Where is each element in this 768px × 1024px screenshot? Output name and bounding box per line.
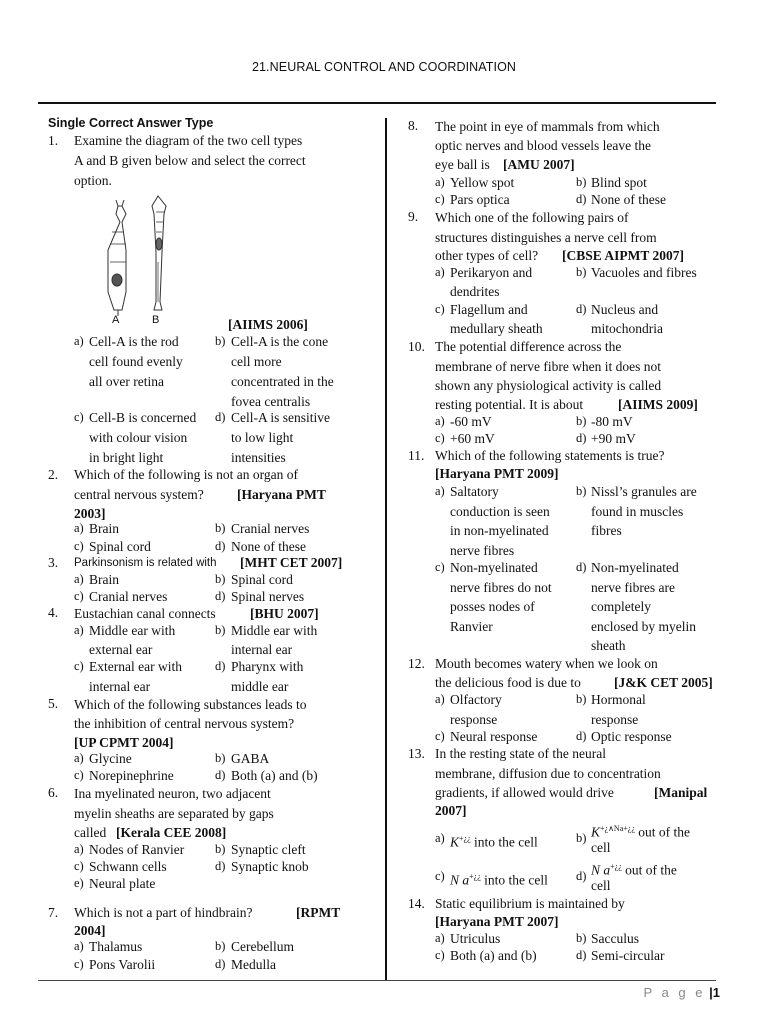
option-label: a) xyxy=(435,931,445,945)
option-label: c) xyxy=(435,560,445,574)
option-c: in bright light xyxy=(89,450,164,465)
option-a: Saltatory xyxy=(450,484,499,499)
question-number: 12. xyxy=(408,656,425,671)
question-number: 4. xyxy=(48,605,59,620)
option-a: cell found evenly xyxy=(89,354,183,369)
option-b: Cell-A is the cone xyxy=(231,334,329,349)
page-footer xyxy=(644,985,720,1000)
option-label: b) xyxy=(215,939,226,953)
option-d: intensities xyxy=(231,450,286,465)
option-label: d) xyxy=(576,560,587,574)
option-b: Sacculus xyxy=(591,931,639,946)
diagram-label-b: B xyxy=(152,314,160,326)
question-text: gradients, if allowed would drive xyxy=(435,785,614,800)
question-number: 9. xyxy=(408,209,419,224)
option-label: d) xyxy=(576,729,587,743)
option-a: Olfactory xyxy=(450,692,502,707)
question-text: membrane, diffusion due to concentration xyxy=(435,766,661,781)
section-heading: Single Correct Answer Type xyxy=(48,116,214,130)
option-label: b) xyxy=(215,572,226,586)
exam-tag: [AMU 2007] xyxy=(503,157,575,172)
rod-cone-diagram xyxy=(96,192,186,322)
option-b: Spinal cord xyxy=(231,572,293,587)
question-text: Which of the following substances leads to xyxy=(74,697,307,712)
option-d: nerve fibres are xyxy=(591,580,675,595)
option-label: a) xyxy=(74,842,84,856)
option-label: d) xyxy=(576,192,587,206)
option-a: external ear xyxy=(89,642,153,657)
option-label: b) xyxy=(576,414,587,428)
option-d: +90 mV xyxy=(591,431,636,446)
option-a: Yellow spot xyxy=(450,175,515,190)
option-a: Nodes of Ranvier xyxy=(89,842,185,857)
option-c: Neural response xyxy=(450,729,538,744)
option-b: Vacuoles and fibres xyxy=(591,265,697,280)
question-text: Which one of the following pairs of xyxy=(435,210,629,225)
exam-tag: [CBSE AIPMT 2007] xyxy=(562,248,685,263)
option-label: c) xyxy=(435,729,445,743)
question-text: resting potential. It is about xyxy=(435,397,584,412)
option-a: all over retina xyxy=(89,374,164,389)
question-text: Mouth becomes watery when we look on xyxy=(435,656,658,671)
option-b: fibres xyxy=(591,523,622,538)
option-label: a) xyxy=(74,939,84,953)
option-c: internal ear xyxy=(89,679,151,694)
option-e: Neural plate xyxy=(89,876,156,891)
question-number: 3. xyxy=(48,555,59,570)
question-text: A and B given below and select the correct xyxy=(74,153,306,168)
option-label: a) xyxy=(435,414,445,428)
exam-tag: [BHU 2007] xyxy=(250,606,319,621)
option-label: c) xyxy=(74,659,84,673)
option-label: a) xyxy=(74,751,84,765)
option-a: Perikaryon and xyxy=(450,265,533,280)
option-label: d) xyxy=(215,589,226,603)
option-label: a) xyxy=(435,831,445,845)
option-d: Non-myelinated xyxy=(591,560,679,575)
option-label: b) xyxy=(576,692,587,706)
question-text: other types of cell? xyxy=(435,248,539,263)
question-number: 7. xyxy=(48,905,59,920)
option-b: cell xyxy=(591,840,611,855)
option-c: Pons Varolii xyxy=(89,957,156,972)
question-text: the inhibition of central nervous system? xyxy=(74,716,295,731)
option-c: Norepinephrine xyxy=(89,768,174,783)
option-label: c) xyxy=(435,192,445,206)
option-label: c) xyxy=(435,869,445,883)
option-label: b) xyxy=(576,831,587,845)
option-label: c) xyxy=(435,302,445,316)
option-b: Middle ear with xyxy=(231,623,318,638)
option-c: with colour vision xyxy=(89,430,188,445)
option-label: c) xyxy=(74,859,84,873)
question-text: Which of the following statements is true? xyxy=(435,448,665,463)
option-b: cell more xyxy=(231,354,282,369)
option-d: to low light xyxy=(231,430,294,445)
option-a: conduction is seen xyxy=(450,504,550,519)
option-a: Thalamus xyxy=(89,939,143,954)
option-d: None of these xyxy=(231,539,306,554)
option-d: Cell-A is sensitive xyxy=(231,410,330,425)
option-label: c) xyxy=(74,589,84,603)
option-c: nerve fibres do not xyxy=(450,580,552,595)
option-a: Glycine xyxy=(89,751,132,766)
option-label: d) xyxy=(215,859,226,873)
option-d: Optic response xyxy=(591,729,672,744)
page-number: 1 xyxy=(712,985,720,1000)
option-d: mitochondria xyxy=(591,321,663,336)
question-text: membrane of nerve fibre when it does not xyxy=(435,359,662,374)
exam-tag: [AIIMS 2009] xyxy=(618,397,698,412)
option-d: sheath xyxy=(591,638,626,653)
option-d: N a+¿¿ out of the xyxy=(591,862,677,878)
question-number: 2. xyxy=(48,467,59,482)
option-c: posses nodes of xyxy=(450,599,535,614)
question-text: The potential difference across the xyxy=(435,339,622,354)
option-d: Synaptic knob xyxy=(231,859,309,874)
option-label: b) xyxy=(215,842,226,856)
option-b: found in muscles xyxy=(591,504,684,519)
option-d: Medulla xyxy=(231,957,276,972)
option-label: b) xyxy=(215,623,226,637)
option-d: Nucleus and xyxy=(591,302,659,317)
option-label: b) xyxy=(215,334,226,348)
option-label: a) xyxy=(74,623,84,637)
option-label: c) xyxy=(74,539,84,553)
option-c: +60 mV xyxy=(450,431,495,446)
option-label: c) xyxy=(435,431,445,445)
exam-tag: [Haryana PMT xyxy=(237,487,326,502)
option-label: b) xyxy=(215,521,226,535)
question-text: the delicious food is due to xyxy=(435,675,581,690)
option-label: d) xyxy=(215,539,226,553)
option-label: e) xyxy=(74,876,84,890)
option-d: Pharynx with xyxy=(231,659,304,674)
exam-tag: [MHT CET 2007] xyxy=(240,555,343,570)
option-c: Ranvier xyxy=(450,619,493,634)
option-label: b) xyxy=(576,175,587,189)
footer-rule xyxy=(38,980,716,981)
column-divider xyxy=(385,118,387,980)
option-b: GABA xyxy=(231,751,270,766)
option-a: Cell-A is the rod xyxy=(89,334,179,349)
diagram-label-a: A xyxy=(112,314,120,326)
exam-tag: [UP CPMT 2004] xyxy=(74,735,174,750)
option-c: Non-myelinated xyxy=(450,560,538,575)
option-b: concentrated in the xyxy=(231,374,334,389)
option-label: a) xyxy=(74,521,84,535)
option-a: dendrites xyxy=(450,284,500,299)
option-label: b) xyxy=(215,751,226,765)
option-b: Cranial nerves xyxy=(231,521,310,536)
option-d: Semi-circular xyxy=(591,948,665,963)
option-c: Spinal cord xyxy=(89,539,151,554)
option-a: K+¿¿ into the cell xyxy=(450,834,538,850)
option-label: b) xyxy=(576,484,587,498)
option-b: Blind spot xyxy=(591,175,647,190)
option-label: c) xyxy=(435,948,445,962)
question-text: Static equilibrium is maintained by xyxy=(435,896,625,911)
option-c: Schwann cells xyxy=(89,859,167,874)
question-text: Which is not a part of hindbrain? xyxy=(74,905,253,920)
option-label: a) xyxy=(435,692,445,706)
option-c: Cell-B is concerned xyxy=(89,410,197,425)
option-c: medullary sheath xyxy=(450,321,543,336)
option-b: $K^{+¿\wedge Na+¿¿}$ out of the xyxy=(591,824,690,840)
option-c: External ear with xyxy=(89,659,182,674)
question-number: 1. xyxy=(48,133,59,148)
option-b: Cerebellum xyxy=(231,939,294,954)
exam-tag: [J&K CET 2005] xyxy=(614,675,713,690)
exam-tag: [Haryana PMT 2009] xyxy=(435,466,559,481)
question-text: Eustachian canal connects xyxy=(74,606,216,621)
option-label: a) xyxy=(74,334,84,348)
option-c: Both (a) and (b) xyxy=(450,948,537,963)
exam-tag: [RPMT xyxy=(296,905,341,920)
question-text: optic nerves and blood vessels leave the xyxy=(435,138,651,153)
exam-tag: [AIIMS 2006] xyxy=(228,317,308,332)
option-label: c) xyxy=(74,768,84,782)
option-a: Middle ear with xyxy=(89,623,176,638)
option-c: Cranial nerves xyxy=(89,589,168,604)
option-label: d) xyxy=(215,659,226,673)
option-label: a) xyxy=(435,484,445,498)
option-d: Spinal nerves xyxy=(231,589,305,604)
question-text: In the resting state of the neural xyxy=(435,746,606,761)
question-number: 8. xyxy=(408,118,419,133)
option-label: a) xyxy=(435,175,445,189)
option-a: Brain xyxy=(89,572,119,587)
option-a: Brain xyxy=(89,521,119,536)
question-number: 13. xyxy=(408,746,425,761)
option-c: Flagellum and xyxy=(450,302,528,317)
option-d: cell xyxy=(591,878,611,893)
option-label: a) xyxy=(435,265,445,279)
option-label: d) xyxy=(576,302,587,316)
option-d: completely xyxy=(591,599,651,614)
option-c: N a+¿¿ into the cell xyxy=(450,872,548,888)
question-text: eye ball is xyxy=(435,157,490,172)
question-text: shown any physiological activity is called xyxy=(435,378,662,393)
question-text: Parkinsonism is related with xyxy=(74,557,217,569)
option-b: Hormonal xyxy=(591,692,646,707)
question-number: 11. xyxy=(408,448,425,463)
option-label: b) xyxy=(576,265,587,279)
option-a: nerve fibres xyxy=(450,543,515,558)
page-separator: | xyxy=(709,985,713,1000)
option-a: response xyxy=(450,712,498,727)
option-label: b) xyxy=(576,931,587,945)
option-b: Nissl’s granules are xyxy=(591,484,697,499)
option-label: d) xyxy=(576,869,587,883)
page-label: P a g e xyxy=(643,985,706,1000)
option-a: in non-myelinated xyxy=(450,523,549,538)
question-text: called xyxy=(74,825,107,840)
option-d: None of these xyxy=(591,192,666,207)
header-rule xyxy=(38,102,716,104)
question-number: 10. xyxy=(408,339,425,354)
option-label: a) xyxy=(74,572,84,586)
option-label: d) xyxy=(215,957,226,971)
option-d: Both (a) and (b) xyxy=(231,768,318,783)
option-b: Synaptic cleft xyxy=(231,842,306,857)
question-number: 6. xyxy=(48,785,59,800)
question-number: 5. xyxy=(48,696,59,711)
question-number: 14. xyxy=(408,896,425,911)
exam-tag: [Kerala CEE 2008] xyxy=(116,825,227,840)
exam-tag: [Manipal xyxy=(654,785,708,800)
option-c: Pars optica xyxy=(450,192,510,207)
exam-tag: 2007] xyxy=(435,803,467,818)
option-a: -60 mV xyxy=(450,414,492,429)
exam-tag: [Haryana PMT 2007] xyxy=(435,914,559,929)
question-text: myelin sheaths are separated by gaps xyxy=(74,806,274,821)
option-b: fovea centralis xyxy=(231,394,311,409)
question-text: Which of the following is not an organ of xyxy=(74,467,298,482)
question-text: Examine the diagram of the two cell types xyxy=(74,133,303,148)
question-text: structures distinguishes a nerve cell from xyxy=(435,230,657,245)
option-b: -80 mV xyxy=(591,414,633,429)
exam-tag: 2004] xyxy=(74,923,106,938)
exam-tag: 2003] xyxy=(74,506,106,521)
option-label: c) xyxy=(74,410,84,424)
page-title: 21.NEURAL CONTROL AND COORDINATION xyxy=(251,60,517,74)
option-label: d) xyxy=(215,410,226,424)
option-label: c) xyxy=(74,957,84,971)
option-b: response xyxy=(591,712,639,727)
option-label: d) xyxy=(576,948,587,962)
question-text: central nervous system? xyxy=(74,487,204,502)
option-d: enclosed by myelin xyxy=(591,619,696,634)
option-b: internal ear xyxy=(231,642,293,657)
question-text: The point in eye of mammals from which xyxy=(435,119,660,134)
option-a: Utriculus xyxy=(450,931,501,946)
question-text: option. xyxy=(74,173,112,188)
option-d: middle ear xyxy=(231,679,289,694)
option-label: d) xyxy=(215,768,226,782)
question-text: Ina myelinated neuron, two adjacent xyxy=(74,786,271,801)
option-label: d) xyxy=(576,431,587,445)
